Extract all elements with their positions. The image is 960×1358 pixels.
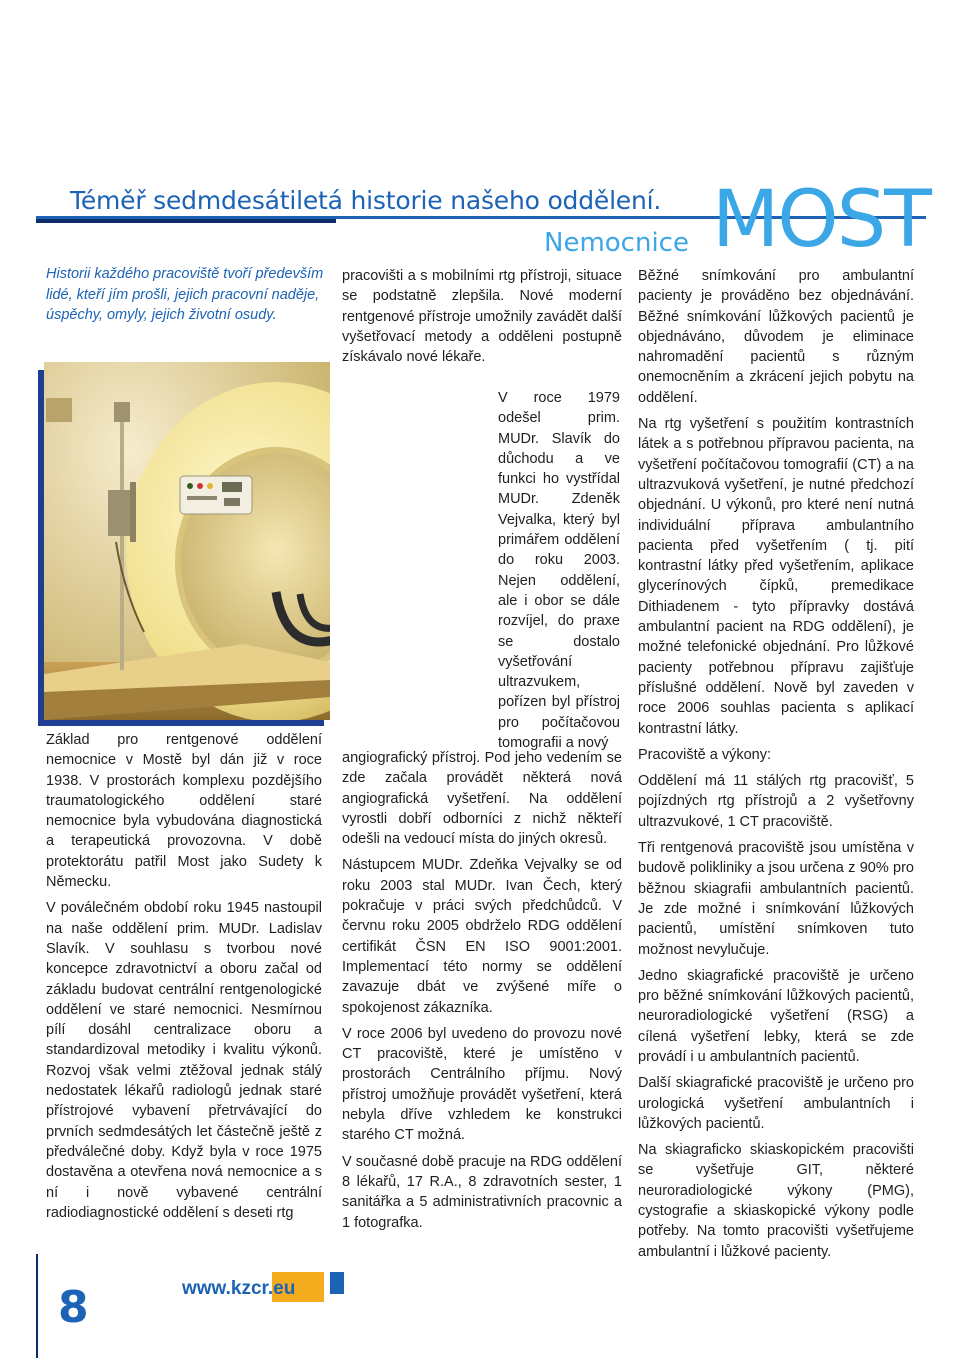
col3-paragraph-1: Běžné snímkování pro ambulantní pacienty je prováděno bez objednávání. Běžné snímkování lůžkových pacientů je objednáváno, důvodem je eliminace nahromadění pacientů s různým onemocněním a zkrácení jejich pobytu na oddělení. <box>638 268 914 406</box>
brand-most: MOST <box>712 175 930 265</box>
column-2-bottom <box>342 748 622 1239</box>
col2-top-paragraph: pracovišti a s mobilními rtg přístroji, situace se podstatně zlepšila. Nové moderní rentgenové přístroje umožnily zavádět další vyšetřovací metody a odděleni postupně získávalo nové lékaře. <box>342 268 622 366</box>
column-1 <box>46 730 322 1229</box>
ct-scanner-photo <box>44 362 330 720</box>
col3-paragraph-6: Další skiagrafické pracoviště je určeno pro urologická vyšetření ambulantních i lůžkových pacientů. <box>638 1075 914 1132</box>
column-2-narrow <box>498 388 620 759</box>
col3-paragraph-4: Tři rentgenová pracoviště jsou umístěna v budově polikliniky a jsou určena z 90% pro běžnou skiagrafii ambulantních pacientů. Je zde možné i snímkování lůžkových pacientů, umístění snímkoven tuto možnost nevylučuje. <box>638 840 914 958</box>
col3-paragraph-3: Oddělení má 11 stálých rtg pracovišť, 5 pojízdných rtg přístrojů a 2 vyšetřovny ultrazvukové, 1 CT pracoviště. <box>638 773 914 830</box>
column-3 <box>638 266 914 1268</box>
col3-paragraph-7: Na skiagraficko skiaskopickém pracovišti se vyšetřuje GIT, některé neuroradiologické výkony (PMG), cystografie a skiaskopické výkony podle potřeby. Na tomto pracovišti vyšetřujeme ambulantní i lůžkové pacienty. <box>638 1142 914 1260</box>
ct-scanner-illustration <box>44 362 330 720</box>
col1-paragraph-2: V poválečném období roku 1945 nastoupil na naše oddělení prim. MUDr. Ladislav Slavík. V souhlasu s tvorbou nové koncepce zdravotnictví a oboru začal od základu budovat centrální rentgenologické oddělení ve staré nemocnici. Nesmírnou pílí dosáhl centralizace oboru a standardizoval metodiky i kvalitu výkonů. Rozvoj však velmi ztěžoval jednak stálý nedostatek lékařů radiologů jednak staré přístrojové vybavení přetrvávající do prvních sedmdesátých let částečně ještě z předválečné doby. Když byla v roce 1975 dostavěna a otevřena nová nemocnice a s ní i nově vybavené centrální radiodiagnostické oddělení s deseti rtg <box>46 900 322 1221</box>
col2-narrow-paragraph: V roce 1979 odešel prim. MUDr. Slavík do důchodu a ve funkci ho vystřídal MUDr. Zdeněk Vejvalka, který byl primářem oddělení do roku 2003. Nejen oddělení, ale i obor se dále rozvíjel, do praxe se dostalo vyšetřování ultrazvukem, pořízen byl přístroj pro počítačovou tomografii a nový <box>498 390 620 752</box>
col2-bottom-paragraph-1: angiografický přístroj. Pod jeho vedením se zde začala provádět některá nová angiografická vyšetření. Na oddělení vyrostli dobří odborníci z nichž někteří odešli na vedoucí místa do jiných okresů. <box>342 750 622 848</box>
column-2-top <box>342 266 622 373</box>
article-title: Téměř sedmdesátiletá historie našeho oddělení. <box>70 186 662 215</box>
footer-rule <box>36 1254 38 1358</box>
col1-paragraph-1: Základ pro rentgenové oddělení nemocnice v Mostě byl dán již v roce 1938. V prostorách komplexu pozdějšího traumatologického oddělení staré nemocnice byla vybudována diagnostická a terapeutická provozovna. V době protektorátu patřil Most jako Sudety k Německu. <box>46 732 322 891</box>
col3-paragraph-2: Na rtg vyšetření s použitím kontrastních látek a s potřebnou přípravou pacienta, na vyšetření počítačovou tomografií (CT) a na ultrazvuková vyšetření, je nutné předchozí objednání. U výkonů, pro které není nutná individuální příprava ambulantního pacienta před vyšetřením ( tj. pití kontrastní látky před vyšetřením, aplikace glycerínových čípků, premedikace Dithiadenem - tyto přípravky dostává ambulantní pacient na RDG oddělení), je možné telefonické objednání. Pro lůžkové pacienty potřebnou přípravu zajišťuje příslušné oddělení. Nově byl zaveden v roce 2006 souhlas pacienta s aplikací kontrastní látky. <box>638 416 914 737</box>
col3-paragraph-5: Jedno skiagrafické pracoviště je určeno pro běžné snímkování lůžkových pacientů, neuroradiologické vyšetření (RSG) a cílená vyšetření lebky, která se zde provádí i u ambulantních pacientů. <box>638 967 914 1065</box>
col2-bottom-paragraph-3: V roce 2006 byl uvedeno do provozu nové CT pracoviště, které je umístěno v prostorách Centrálního příjmu. Nový přístroj umožňuje provádět vyšetření, která nebyla dříve vzhledem ke konstrukci starého CT možná. <box>342 1025 622 1144</box>
col2-bottom-paragraph-4: V současné době pracuje na RDG oddělení 8 lékařů, 17 R.A., 8 zdravotních sester, 1 sanitářka a 5 administrativních pracovnic a 1 fotografka. <box>342 1153 622 1231</box>
footer-url-link[interactable]: www.kzcr.eu <box>182 1278 296 1299</box>
footer-blue-block <box>330 1272 344 1294</box>
page-number: 8 <box>58 1282 89 1333</box>
brand-nemocnice: Nemocnice <box>544 228 689 258</box>
intro-text: Historii každého pracoviště tvoří především lidé, kteří jím prošli, jejich pracovní naděje, úspěchy, omyly, jejich životní osudy. <box>46 266 324 323</box>
col2-bottom-paragraph-2: Nástupcem MUDr. Zdeňka Vejvalky se od roku 2003 stal MUDr. Ivan Čech, který pokračuje v práci svých předchůdců. V červnu roku 2005 obdrželo RDG oddělení certifikát ČSN EN ISO 9001:2001. Implementací této normy se oddělení zavazuje dbát ve zvýšené míře o spokojenost zákazníka. <box>342 857 622 1016</box>
col3-subheading: Pracoviště a výkony: <box>638 746 771 763</box>
title-underline-shadow <box>36 219 336 223</box>
